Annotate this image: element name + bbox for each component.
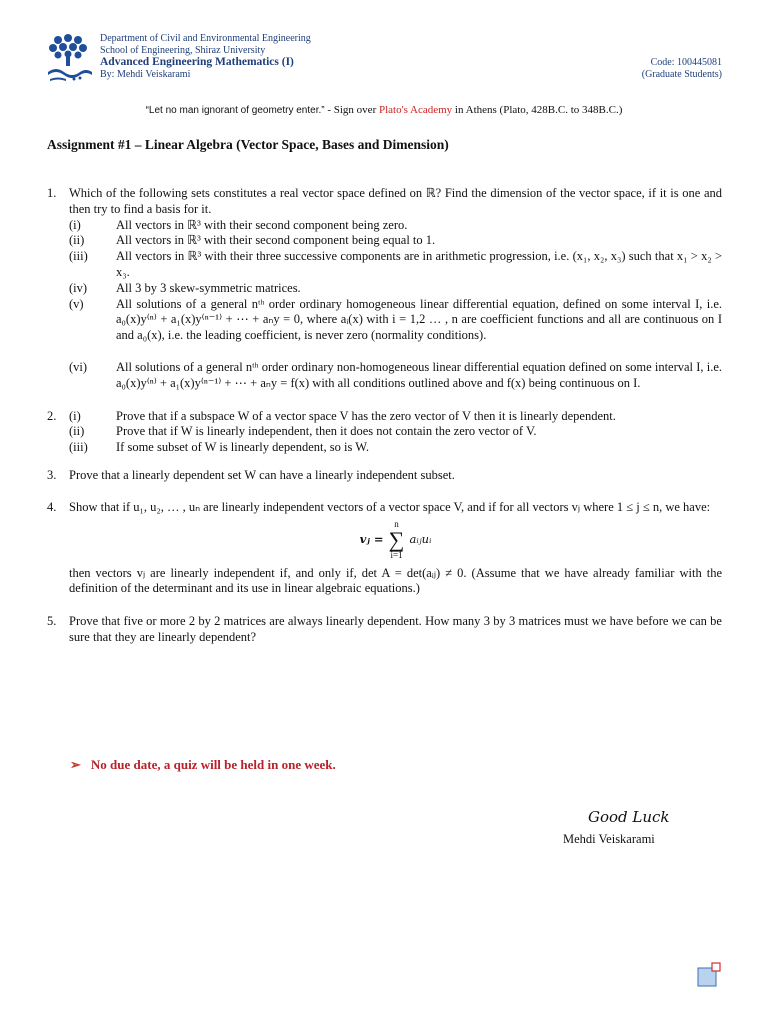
formula-lhs: vⱼ = — [359, 531, 384, 546]
assignment-title: Assignment #1 – Linear Algebra (Vector Space, Bases and Dimension) — [47, 137, 449, 152]
author-name: Mehdi Veiskarami — [563, 832, 655, 846]
course-title: Advanced Engineering Mathematics (I) — [100, 56, 294, 68]
page-corner-icon — [697, 962, 723, 988]
good-luck-signature: Good Luck — [588, 808, 670, 826]
formula-rhs: aᵢⱼuᵢ — [409, 531, 432, 546]
student-level: (Graduate Students) — [641, 69, 722, 80]
question-text: Prove that a linearly dependent set W can have a linearly independent subset. — [69, 467, 455, 482]
course-code: Code: 100445081 — [650, 57, 722, 68]
question-1 — [47, 186, 722, 392]
question-number: 1. — [47, 186, 57, 200]
due-date-note — [70, 757, 336, 773]
sub-text: Prove that if a subspace W of a vector space V has the zero vector of V then it is linearly dependent. — [116, 408, 616, 423]
sub-item — [69, 233, 722, 249]
question-3 — [47, 468, 722, 484]
sub-label: (ii) — [69, 233, 85, 248]
question-5 — [47, 614, 722, 646]
epigraph-quote: “Let no man ignorant of geometry enter.” — [145, 105, 325, 116]
epigraph-plato: Plato's — [378, 104, 408, 116]
sub-item — [69, 440, 722, 456]
sub-text: All solutions of a general nᵗʰ order ordinary homogeneous linear differential equation, defined on some interval I, i.e. a₀(x)y⁽ⁿ⁾ + a₁(x)y⁽ⁿ⁻¹⁾ + ⋯ + aₙy = 0, where aᵢ(x) with i = 1,2 … , n are coefficient functions and all are continuous on I and a₀(x), i.e. the leading coefficient, is never zero (normality conditions). — [116, 296, 722, 343]
epigraph-mid: - Sign over — [324, 104, 379, 116]
epigraph — [0, 104, 768, 116]
question-number: 5. — [47, 614, 57, 629]
sum-lower: i=1 — [390, 549, 403, 560]
sub-item — [69, 297, 722, 344]
question-number: 2. — [47, 408, 57, 423]
sub-text: All vectors in ℝ³ with their three successive components are in arithmetic progression, i.e. (x₁, x₂, x₃) such that x₁ > x₂ > x₃. — [116, 249, 722, 279]
questions — [47, 186, 722, 646]
question-text: Show that if u₁, u₂, … , uₙ are linearly independent vectors of a vector space V, and if for all vectors vⱼ where 1 ≤ j ≤ n, we have: — [69, 499, 711, 514]
sub-item — [69, 409, 722, 425]
question-text: Prove that five or more 2 by 2 matrices are always linearly dependent. How many 3 by 3 matrices must we have before we can be sure that they are linearly dependent? — [69, 614, 722, 644]
question-2 — [47, 409, 722, 456]
question-number: 4. — [47, 499, 57, 514]
sub-item — [69, 360, 722, 392]
sub-label: (ii) — [69, 424, 85, 439]
note-text: No due date, a quiz will be held in one week. — [90, 757, 336, 772]
summation-symbol — [389, 520, 405, 560]
question-4 — [47, 500, 722, 597]
epigraph-tail: in Athens (Plato, 428B.C. to 348B.C.) — [452, 104, 623, 116]
sub-text: All vectors in ℝ³ with their second component being equal to 1. — [116, 233, 436, 248]
sum-formula — [69, 520, 722, 560]
sub-label: (i) — [69, 217, 81, 232]
sum-sigma: ∑ — [388, 526, 405, 552]
sub-text: If some subset of W is linearly dependent, so is W. — [116, 440, 369, 455]
author-line: By: Mehdi Veiskarami — [100, 69, 191, 80]
sub-text: All solutions of a general nᵗʰ order ordinary non-homogeneous linear differential equation defined on some interval I, i.e. a₀(x)y⁽ⁿ⁾ + a₁(x)y⁽ⁿ⁻¹⁾ + ⋯ + aₙy = f(x) with all conditions outlined above and f(x) being continuous on I. — [116, 359, 722, 390]
sub-label: (iii) — [69, 440, 88, 455]
sub-item — [69, 281, 722, 297]
epigraph-academy: Academy — [410, 104, 453, 116]
sub-item — [69, 218, 722, 234]
question-text: Which of the following sets constitutes a real vector space defined on ℝ? Find the dimension of the vector space, if it is one and then try to find a basis for it. — [69, 186, 722, 216]
arrow-bullet-icon: ➢ — [70, 757, 81, 772]
sub-text: Prove that if W is linearly independent, then it does not contain the zero vector of V. — [116, 424, 537, 439]
sub-label: (vi) — [69, 359, 88, 374]
sub-item — [69, 249, 722, 281]
sub-label: (iii) — [69, 249, 88, 264]
sub-label: (v) — [69, 296, 84, 311]
sub-label: (i) — [69, 408, 81, 423]
department-line: Department of Civil and Environmental Engineering — [100, 33, 311, 44]
university-logo — [44, 32, 96, 84]
header-right — [642, 57, 722, 81]
sub-text: All vectors in ℝ³ with their second component being zero. — [116, 217, 408, 232]
question-text-2: then vectors vⱼ are linearly independent if, and only if, det A = det(aᵢⱼ) ≠ 0. (Assume that we have already familiar with the definition of the determinant and its use in linear algebraic equations.) — [69, 565, 722, 596]
sub-item — [69, 424, 722, 440]
header-block — [100, 33, 311, 81]
sum-upper: n — [394, 518, 399, 529]
school-line: School of Engineering, Shiraz University — [100, 44, 266, 56]
sub-label: (iv) — [69, 280, 88, 295]
question-number: 3. — [47, 467, 57, 482]
sub-text: All 3 by 3 skew-symmetric matrices. — [116, 280, 301, 295]
